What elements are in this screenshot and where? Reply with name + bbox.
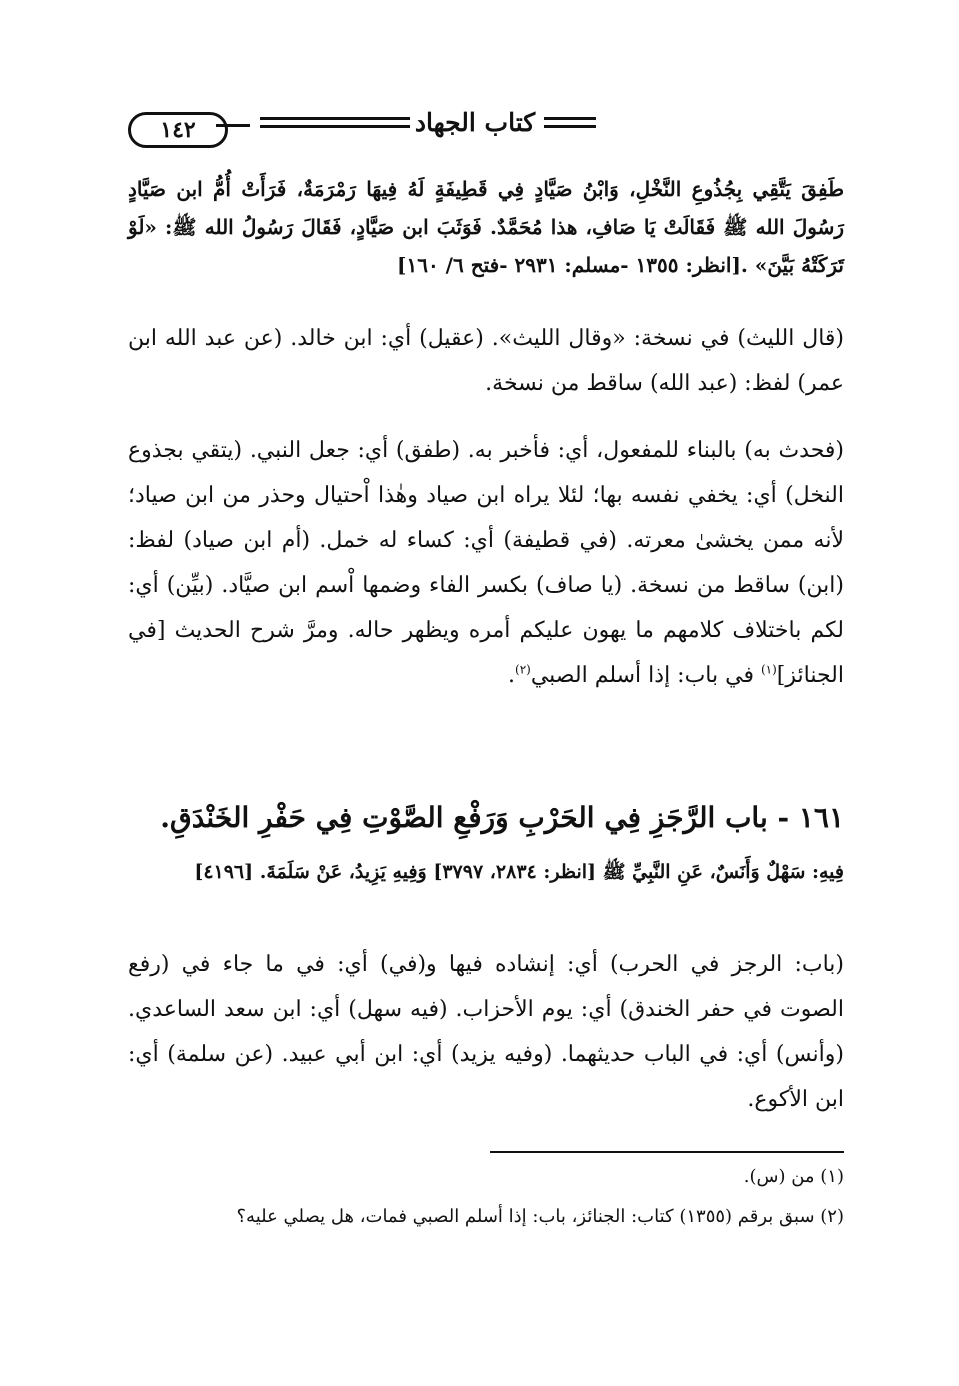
commentary-text: في باب: إذا أسلم الصبي [530, 663, 761, 688]
footnote-ref: (١) [760, 662, 777, 677]
hadith-text: طَفِقَ يَتَّقِي بِجُذُوعِ النَّخْلِ، وَابْنُ صَيَّادٍ فِي قَطِيفَةٍ لَهُ فِيهَا رَمْرَمَةٌ، فَرَأَتْ أُمُّ ابن صَيَّادٍ رَسُولَ الله ﷺ فَقَالَتْ يَا صَافِ، هذا مُحَمَّدٌ. فَوَثَبَ ابن صَيَّادٍ، فَقَالَ رَسُولُ الله ﷺ: «لَوْ تَرَكَتْهُ بَيَّنَ» .[انظر: ١٣٥٥ -مسلم: ٢٩٣١ -فتح ٦/ ١٦٠] [128, 177, 845, 277]
footnote: (٢) سبق برقم (١٣٥٥) كتاب: الجنائز، باب: إذا أسلم الصبي فمات، هل يصلي عليه؟ [236, 1206, 844, 1227]
page-number-pointer [216, 124, 250, 127]
header-rule [260, 125, 410, 128]
footnote-ref: (٢) [515, 662, 531, 677]
chapter-heading: ١٦١ - باب الرَّجَزِ فِي الحَرْبِ وَرَفْعِ الصَّوْتِ فِي حَفْرِ الخَنْدَقِ. [160, 801, 844, 834]
book-title: كتاب الجهاد [414, 108, 536, 137]
header-rule [260, 117, 410, 120]
commentary-text: (فحدث به) بالبناء للمفعول، أي: فأخبر به. (طفق) أي: جعل النبي. (يتقي بجذوع النخل) أي: يخفي نفسه بها؛ لئلا يراه ابن صياد وهٰذا اْحتيال وحذر من ابن صياد؛ لأنه ممن يخشىٰ معرته. (في قطيفة) أي: كساء له خمل. (أم ابن صياد) لفظ: (ابن) ساقط من نسخة. (يا صاف) بكسر الفاء وضمها اْسم ابن صيَّاد. (بيِّن) أي: لكم باختلاف كلامهم ما يهون عليكم أمره ويظهر حاله. ومرَّ شرح الحديث [في الجنائز] [128, 438, 844, 688]
header-rule [544, 125, 596, 128]
commentary-paragraph [128, 428, 844, 698]
page-number-badge [120, 112, 250, 146]
chapter-narrators: فِيهِ: سَهْلٌ وَأَنَسٌ، عَنِ النَّبِيِّ ﷺ [انظر: ٢٨٣٤، ٣٧٩٧] وَفِيهِ يَزِيدُ، عَنْ سَلَمَةَ. [٤١٩٦] [194, 861, 844, 883]
footnote: (١) من (س). [743, 1166, 844, 1187]
commentary-paragraph: (قال الليث) في نسخة: «وقال الليث». (عقيل) أي: ابن خالد. (عن عبد الله ابن عمر) لفظ: (عبد الله) ساقط من نسخة. [128, 326, 844, 396]
commentary-text: . [508, 663, 515, 688]
footnote-divider [490, 1151, 844, 1153]
header-rule [544, 117, 596, 120]
commentary-paragraph: (باب: الرجز في الحرب) أي: إنشاده فيها و(في) أي: في ما جاء في (رفع الصوت في حفر الخندق) أي: يوم الأحزاب. (فيه سهل) أي: ابن سعد الساعدي. (وأنس) أي: في الباب حديثهما. (وفيه يزيد) أي: ابن أبي عبيد. (عن سلمة) أي: ابن الأكوع. [128, 952, 844, 1112]
page-number: ١٤٢ [128, 112, 228, 148]
page-header [120, 102, 842, 158]
